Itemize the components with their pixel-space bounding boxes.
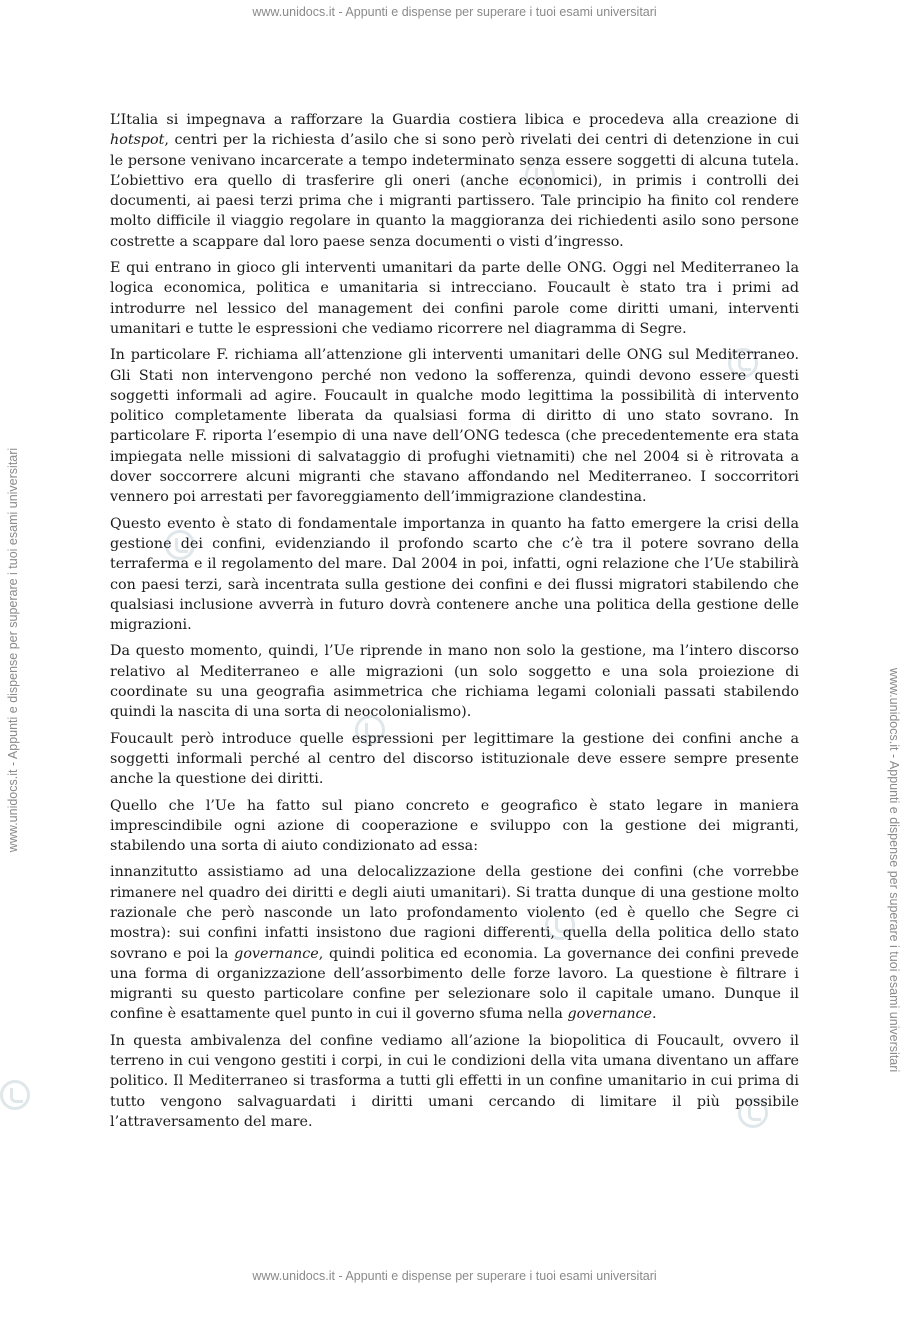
paragraph-2: E qui entrano in gioco gli interventi umanitari da parte delle ONG. Oggi nel Mediterraneo la logica economica, politica e umanitaria si intrecciano. Foucault è stato tra i primi ad introdurre nel lessico del management dei confini parole come diritti umani, interventi umanitari e tutte le espressioni che vediamo ricorrere nel diagramma di Segre. xyxy=(110,260,799,337)
watermark-right: www.unidocs.it - Appunti e dispense per superare i tuoi esami universitari xyxy=(887,667,901,1073)
paragraph-6: Foucault però introduce quelle espressioni per legittimare la gestione dei confini anche a soggetti informali perché al centro del discorso istituzionale deve essere sempre presente anche la questione dei diritti. xyxy=(110,730,799,788)
paragraph-3: In particolare F. richiama all’attenzione gli interventi umanitari delle ONG sul Mediterraneo. Gli Stati non intervengono perché non vedono la sofferenza, quindi devono essere questi soggetti informali ad agire. Foucault in qualche modo legittima la possibilità di intervento politico completamente liberata da qualsiasi forma di diritto di uno stato sovrano. In particolare F. riporta l’esempio di una nave dell’ONG tedesca (che precedentemente era stata impiegata nelle missioni di salvataggio di profughi vietnamiti) che nel 2004 si è ritrovata a dover soccorrere alcuni migranti che stavano affondando nel Mediterraneo. I soccorritori vennero poi arrestati per favoreggiamento dell’immigrazione clandestina. xyxy=(110,347,799,506)
watermark-bottom: www.unidocs.it - Appunti e dispense per superare i tuoi esami universitari xyxy=(252,1269,657,1283)
document-body xyxy=(110,110,799,1138)
paragraph-8: innanzitutto assistiamo ad una delocalizzazione della gestione dei confini (che vorrebbe rimanere nel quadro dei diritti e degli aiuti umanitari). Si tratta dunque di una gestione molto razionale che però nasconde un lato profondamento violento (ed è quello che Segre ci mostra): sui confini infatti insistono due ragioni differenti, quella della politica dello stato sovrano e poi la governance, quindi politica ed economia. La governance dei confini prevede una forma di organizzazione dell’assorbimento delle forze lavoro. La questione è filtrare i migranti su questo particolare confine per selezionare solo il capitale umano. Dunque il confine è esattamente quel punto in cui il governo sfuma nella governance. xyxy=(110,864,799,1023)
unidocs-logo-icon xyxy=(0,1080,30,1110)
paragraph-7: Quello che l’Ue ha fatto sul piano concreto e geografico è stato legare in maniera imprescindibile ogni azione di cooperazione e sviluppo con la gestione dei migranti, stabilendo una sorta di aiuto condizionato ad essa: xyxy=(110,797,799,855)
paragraph-1: L’Italia si impegnava a rafforzare la Guardia costiera libica e procedeva alla creazione di hotspot, centri per la richiesta d’asilo che si sono però rivelati dei centri di detenzione in cui le persone venivano incarcerate a tempo indeterminato senza essere soggetti di alcuna tutela. L’obiettivo era quello di trasferire gli oneri (anche economici), in primis i controlli dei documenti, ai paesi terzi prima che i migranti partissero. Tale principio ha finito col rendere molto difficile il viaggio regolare in quanto la maggioranza dei richiedenti asilo sono persone costrette a scappare dal loro paese senza documenti o visti d’ingresso. xyxy=(110,112,799,250)
paragraph-9: In questa ambivalenza del confine vediamo all’azione la biopolitica di Foucault, ovvero il terreno in cui vengono gestiti i corpi, in cui le condizioni della vita umana diventano un affare politico. Il Mediterraneo si trasforma a tutti gli effetti in un confine umanitario in cui prima di tutto vengono salvaguardati i diritti umani cercando di limitare il più possibile l’attraversamento del mare. xyxy=(110,1032,799,1130)
watermark-top: www.unidocs.it - Appunti e dispense per superare i tuoi esami universitari xyxy=(252,5,657,19)
watermark-left: www.unidocs.it - Appunti e dispense per superare i tuoi esami universitari xyxy=(6,447,20,853)
paragraph-5: Da questo momento, quindi, l’Ue riprende in mano non solo la gestione, ma l’intero discorso relativo al Mediterraneo e alle migrazioni (un solo soggetto e una sola proiezione di coordinate su una geografia asimmetrica che richiama legami coloniali passati stabilendo quindi la nascita di una sorta di neocolonialismo). xyxy=(110,643,799,721)
paragraph-4: Questo evento è stato di fondamentale importanza in quanto ha fatto emergere la crisi della gestione dei confini, evidenziando il profondo scarto che c’è tra il potere sovrano della terraferma e il regolamento del mare. Dal 2004 in poi, infatti, ogni relazione che l’Ue stabilirà con paesi terzi, sarà incentrata sulla gestione dei confini e dei flussi migratori stabilendo che qualsiasi inclusione avverrà in futuro dovrà contenere anche una politica della gestione delle migrazioni. xyxy=(110,515,799,634)
